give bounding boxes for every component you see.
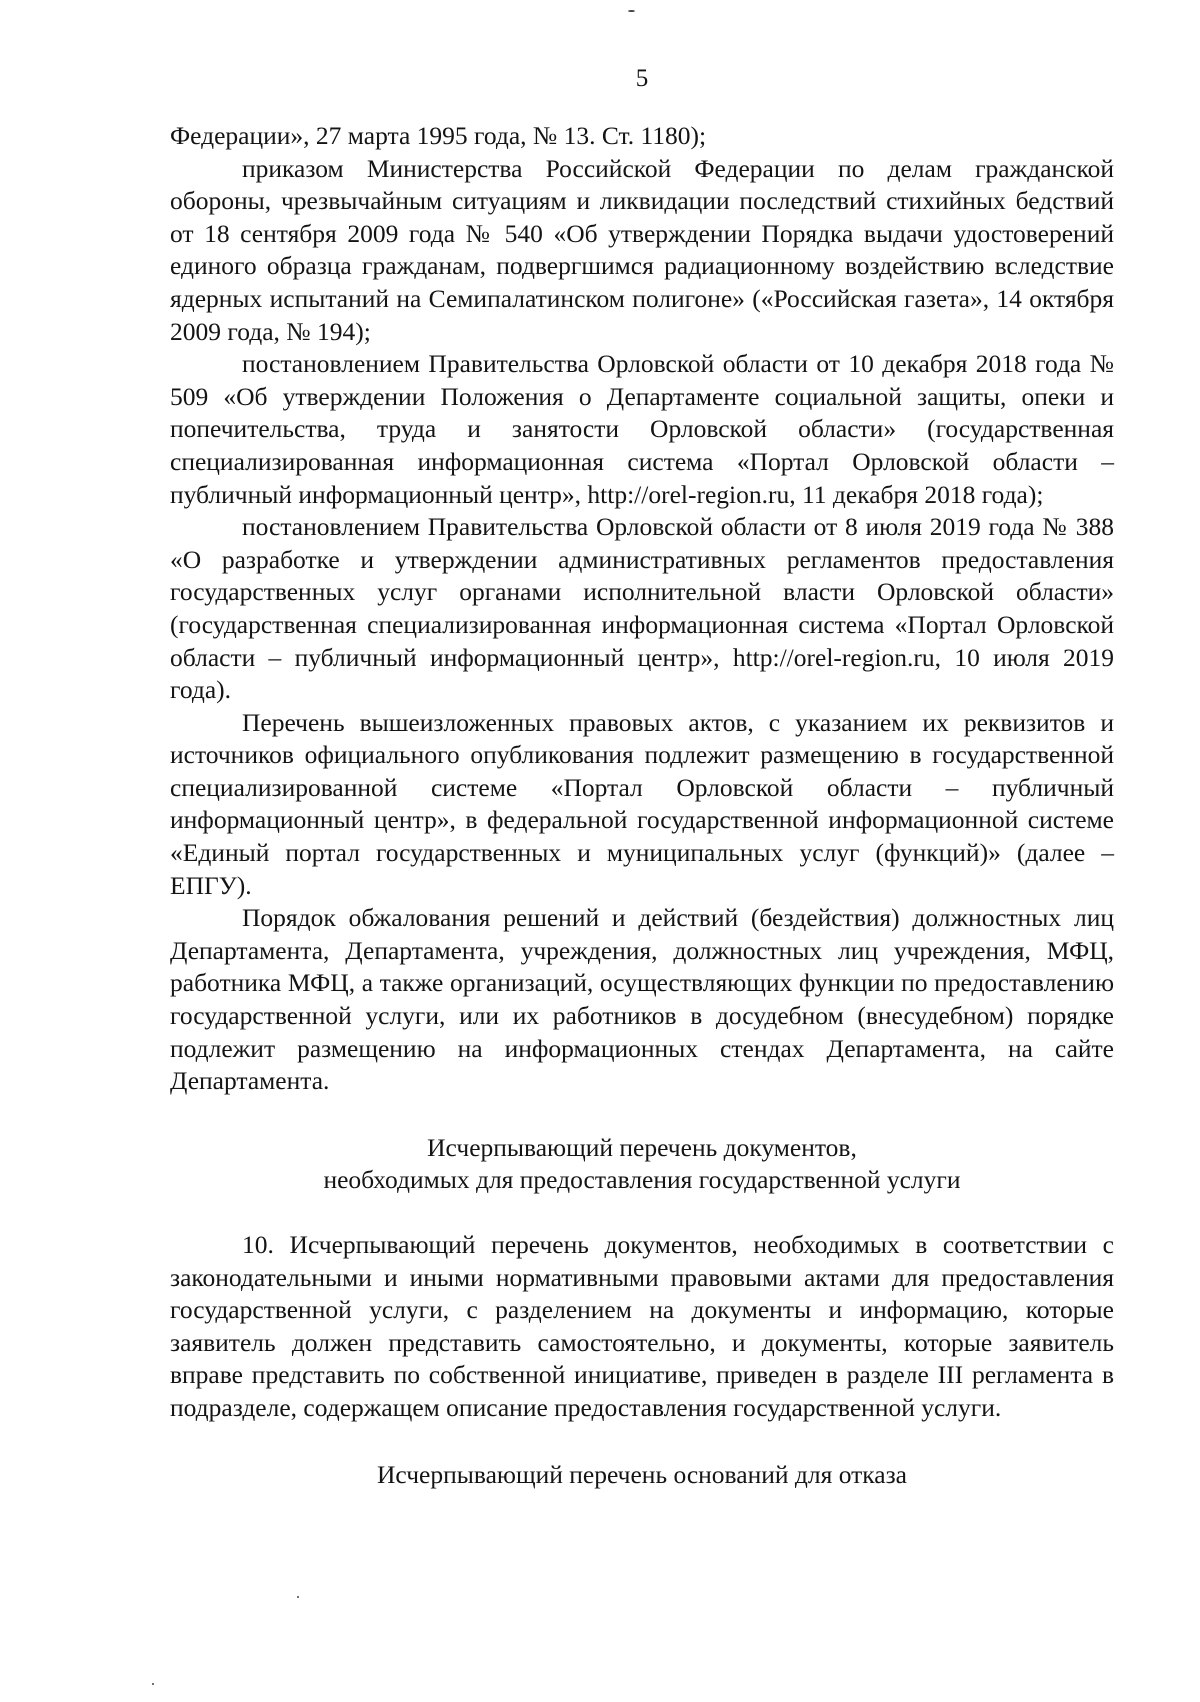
scan-speck	[297, 1596, 299, 1598]
paragraph-mchs-order: приказом Министерства Российской Федерации по делам гражданской обороны, чрезвычайным ситуациям и ликвидации последствий стихийных бедствий от 18 сентября 2009 года № 540 «Об утверждении Порядка выдачи удостоверений единого образца гражданам, подвергшимся радиационному воздействию вследствие ядерных испытаний на Семипалатинском полигоне» («Российская газета», 14 октября 2009 года, № 194);	[170, 153, 1114, 346]
document-body	[170, 120, 1114, 1491]
scan-speck	[152, 1683, 154, 1685]
paragraph-resolution-509: постановлением Правительства Орловской области от 10 декабря 2018 года № 509 «Об утверждении Положения о Департаменте социальной защиты, опеки и попечительства, труда и занятости Орловской области» (государственная специализированная информационная система «Портал Орловской области – публичный информационный центр», http://orel-region.ru, 11 декабря 2018 года);	[170, 349, 1114, 509]
page-number: 5	[635, 65, 649, 92]
paragraph-10: 10. Исчерпывающий перечень документов, необходимых в соответствии с законодательными и иными нормативными правовыми актами для предоставления государственной услуги, с разделением на документы и информацию, которые заявитель должен представить самостоятельно, и документы, которые заявитель вправе представить по собственной инициативе, приведен в разделе III регламента в подразделе, содержащем описание предоставления государственной услуги.	[170, 1230, 1114, 1422]
paragraph-continuation: Федерации», 27 марта 1995 года, № 13. Ст. 1180);	[170, 121, 707, 150]
scan-speck	[628, 10, 635, 12]
paragraph-legal-acts-list: Перечень вышеизложенных правовых актов, с указанием их реквизитов и источников официального опубликования подлежит размещению в государственной специализированной системе «Портал Орловской области – публичный информационный центр», в федеральной государственной информационной системе «Единый портал государственных и муниципальных услуг (функций)» (далее – ЕПГУ).	[170, 707, 1114, 900]
paragraph-resolution-388: постановлением Правительства Орловской области от 8 июля 2019 года № 388 «О разработке и утверждении административных регламентов предоставления государственных услуг органами исполнительной власти Орловской области» (государственная специализированная информационная система «Портал Орловской области – публичный информационный центр», http://orel-region.ru, 10 июля 2019 года).	[170, 512, 1114, 705]
section-heading-refusal: Исчерпывающий перечень оснований для отказа	[377, 1459, 907, 1489]
paragraph-appeal-procedure: Порядок обжалования решений и действий (бездействия) должностных лиц Департамента, Департамента, учреждения, должностных лиц учреждения, МФЦ, работника МФЦ, а также организаций, осуществляющих функции по предоставлению государственной услуги, или их работников в досудебном (внесудебном) порядке подлежит размещению на информационных стендах Департамента, на сайте Департамента.	[170, 903, 1114, 1096]
section-heading-documents-line2: необходимых для предоставления государственной услуги	[323, 1165, 961, 1195]
section-heading-documents-line1: Исчерпывающий перечень документов,	[427, 1132, 857, 1162]
